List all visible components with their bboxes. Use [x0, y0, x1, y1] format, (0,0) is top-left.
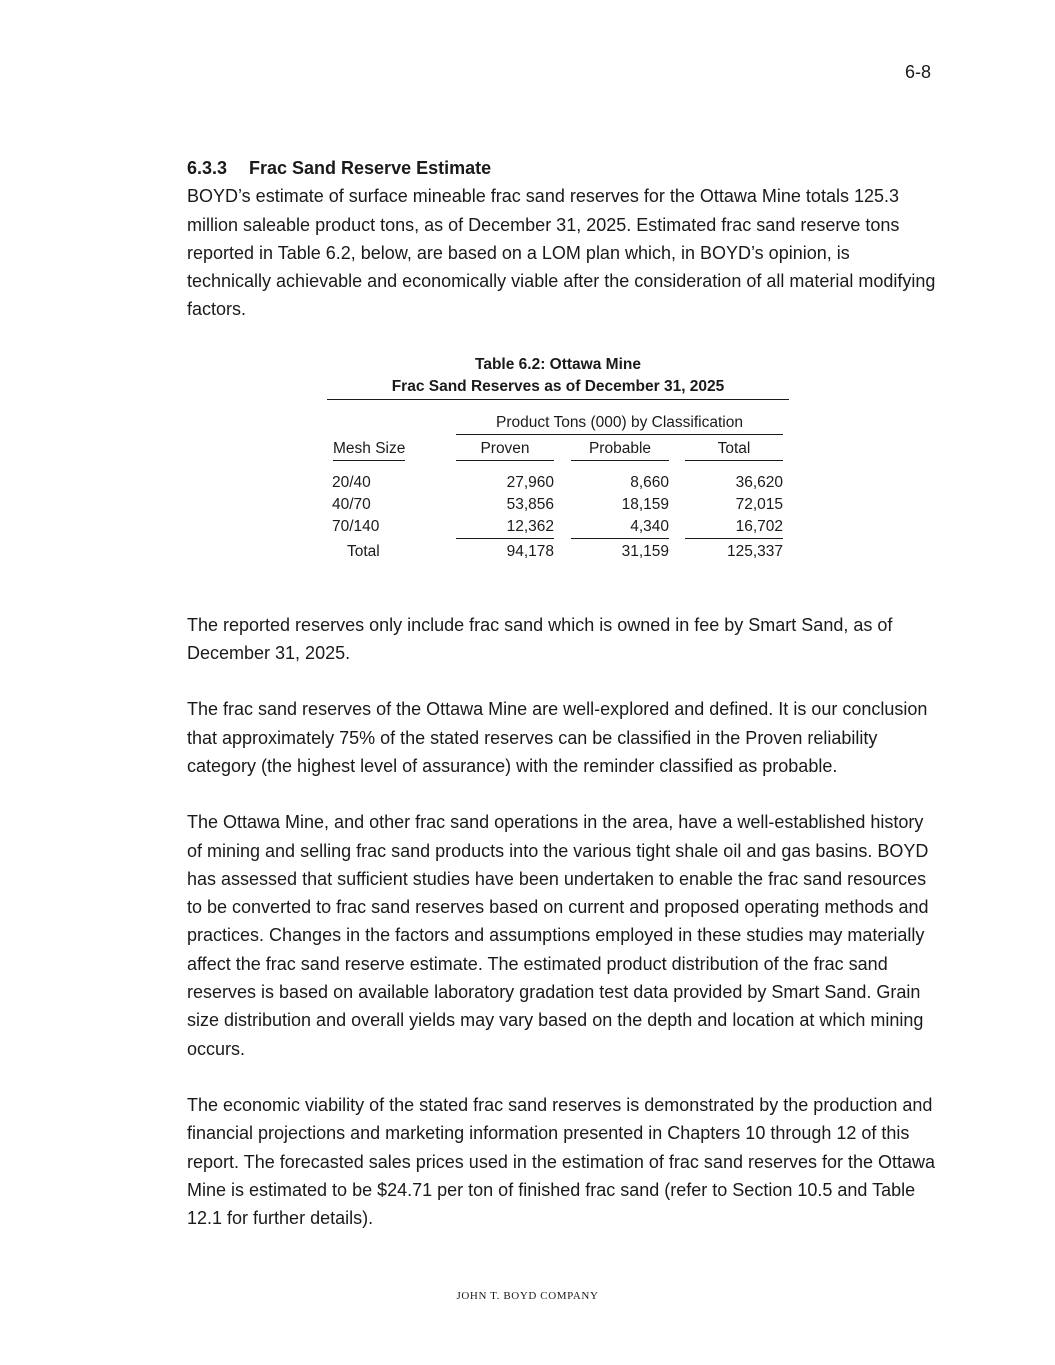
cell-probable: 4,340	[571, 516, 669, 539]
column-header-mesh-size: Mesh Size	[333, 438, 405, 461]
cell-proven: 94,178	[506, 542, 554, 560]
cell-total-label: Total	[347, 542, 380, 560]
table-title: Table 6.2: Ottawa Mine	[475, 355, 641, 373]
cell-probable: 31,159	[621, 542, 669, 560]
cell-total: 16,702	[685, 516, 783, 539]
cell-total: 36,620	[735, 473, 783, 491]
reserves-table	[187, 324, 937, 586]
cell-proven: 27,960	[506, 473, 554, 491]
ownership-paragraph: The reported reserves only include frac sand which is owned in fee by Smart Sand, as of December 31, 2025.	[187, 614, 893, 664]
cell-proven: 12,362	[456, 516, 554, 539]
page-number: 6-8	[904, 62, 931, 82]
section-number: 6.3.3	[187, 158, 228, 178]
cell-mesh: 70/140	[332, 517, 380, 535]
cell-total: 72,015	[735, 495, 783, 513]
cell-proven: 53,856	[506, 495, 554, 513]
table-row	[187, 516, 937, 538]
economic-viability-paragraph: The economic viability of the stated frac sand reserves is demonstrated by the production and financial projections and marketing information presented in Chapters 10 through 12 of this report. The forecasted sales prices used in the estimation of frac sand reserves for the Ottawa Mine is estimated to be $24.71 per ton of finished frac sand (refer to Section 10.5 and Table 12.1 for further details).	[187, 1094, 936, 1229]
company-footer: JOHN T. BOYD COMPANY	[456, 1290, 599, 1302]
cell-probable: 18,159	[621, 495, 669, 513]
document-body	[187, 154, 937, 1232]
classification-paragraph: The frac sand reserves of the Ottawa Mine are well-explored and defined. It is our conclusion that approximately 75% of the stated reserves can be classified in the Proven reliability category (the highest level of assurance) with the reminder classified as probable.	[187, 699, 928, 776]
column-header-probable: Probable	[571, 438, 669, 461]
section-title: Frac Sand Reserve Estimate	[249, 158, 492, 178]
column-header-total: Total	[685, 438, 783, 461]
history-paragraph: The Ottawa Mine, and other frac sand operations in the area, have a well-established history of mining and selling frac sand products into the various tight shale oil and gas basins. BOYD has assessed that sufficient studies have been undertaken to enable the frac sand resources to be converted to frac sand reserves based on current and proposed operating methods and practices. Changes in the factors and assumptions employed in these studies may materially affect the frac sand reserve estimate. The estimated product distribution of the frac sand reserves is based on available laboratory gradation test data provided by Smart Sand. Grain size distribution and overall yields may vary based on the depth and location at which mining occurs.	[187, 812, 929, 1059]
table-row	[187, 494, 937, 516]
intro-paragraph: BOYD’s estimate of surface mineable frac sand reserves for the Ottawa Mine totals 125.3 million saleable product tons, as of December 31, 2025. Estimated frac sand reserve tons reported in Table 6.2, below, are based on a LOM plan which, in BOYD’s opinion, is technically achievable and economically viable after the consideration of all material modifying factors.	[187, 186, 936, 320]
cell-mesh: 40/70	[332, 495, 371, 513]
column-header-proven: Proven	[456, 438, 554, 461]
table-row	[187, 472, 937, 494]
cell-total: 125,337	[726, 542, 783, 560]
cell-mesh: 20/40	[332, 473, 371, 491]
table-subtitle: Frac Sand Reserves as of December 31, 2025	[327, 376, 789, 400]
column-group-header: Product Tons (000) by Classification	[456, 412, 783, 435]
section-heading	[187, 154, 937, 182]
table-total-row	[187, 541, 937, 563]
cell-probable: 8,660	[630, 473, 669, 491]
